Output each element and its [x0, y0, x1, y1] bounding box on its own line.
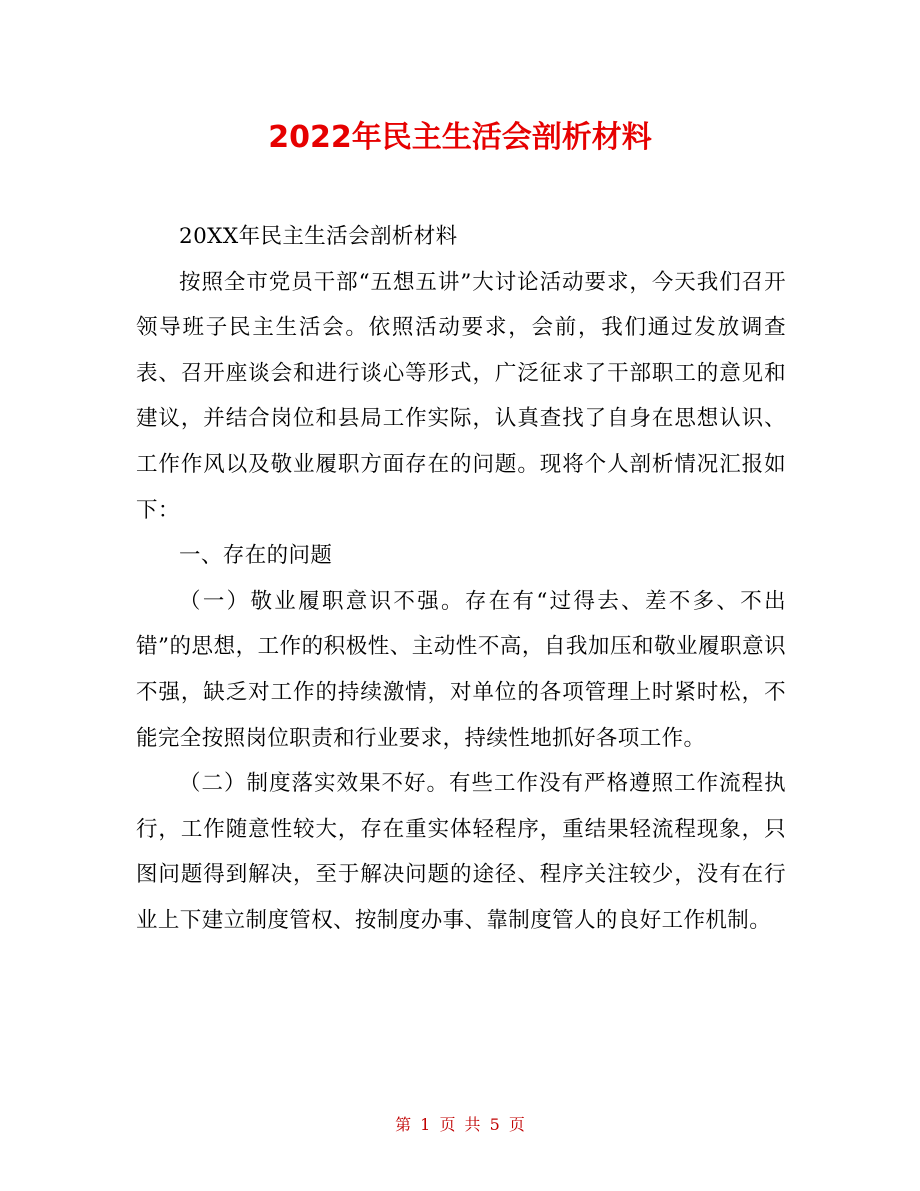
page-footer: 第 1 页 共 5 页 — [395, 1115, 525, 1134]
issue-paragraph-1: （一）敬业履职意识不强。存在有“过得去、差不多、不出错”的思想，工作的积极性、主动性不高，自我加压和敬业履职意识不强，缺乏对工作的持续激情，对单位的各项管理上时紧时松，不能完全按照岗位职责和行业要求，持续性地抓好各项工作。 — [136, 588, 786, 751]
issue-paragraph-2: （二）制度落实效果不好。有些工作没有严格遵照工作流程执行，工作随意性较大，存在重实体轻程序，重结果轻流程现象，只图问题得到解决，至于解决问题的途径、程序关注较少，没有在行业上下建立制度管权、按制度办事、靠制度管人的良好工作机制。 — [136, 771, 786, 933]
section-heading: 一、存在的问题 — [179, 543, 333, 569]
intro-paragraph: 按照全市党员干部“五想五讲”大讨论活动要求，今天我们召开领导班子民主生活会。依照活动要求，会前，我们通过发放调查表、召开座谈会和进行谈心等形式，广泛征求了干部职工的意见和建议，并结合岗位和县局工作实际，认真查找了自身在思想认识、工作作风以及敬业履职方面存在的问题。现将个人剖析情况汇报如下： — [136, 269, 786, 523]
document-body — [136, 214, 786, 944]
subtitle-paragraph: 20XX年民主生活会剖析材料 — [179, 224, 458, 249]
document-title: 2022年民主生活会剖析材料 — [268, 120, 652, 155]
